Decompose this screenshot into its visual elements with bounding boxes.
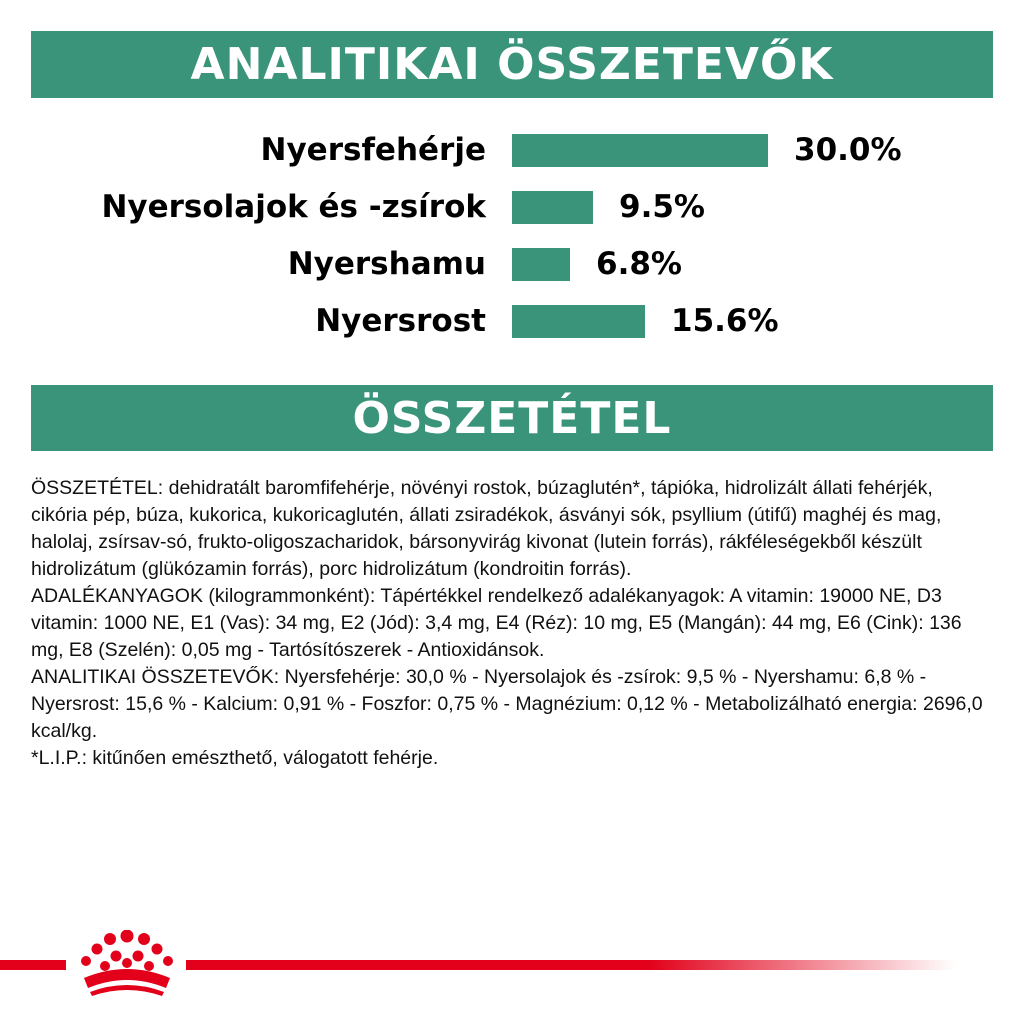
analytical-bar-chart bbox=[0, 120, 1024, 350]
analytical-header-banner bbox=[31, 31, 993, 98]
bar-value-label: 9.5% bbox=[619, 189, 705, 225]
bar-value-label: 15.6% bbox=[671, 303, 779, 339]
chart-row bbox=[0, 187, 1024, 227]
footer-red-line-left bbox=[0, 960, 66, 970]
bar-category-label: Nyersolajok és -zsírok bbox=[101, 189, 486, 225]
composition-text bbox=[31, 475, 991, 772]
bar bbox=[512, 248, 570, 281]
bar-category-label: Nyersrost bbox=[315, 303, 486, 339]
bar-category-label: Nyersfehérje bbox=[260, 132, 486, 168]
bar bbox=[512, 191, 593, 224]
footer-red-line-right bbox=[186, 960, 956, 970]
brand-footer bbox=[0, 930, 1024, 1000]
bar-category-label: Nyershamu bbox=[287, 246, 486, 282]
composition-header-banner bbox=[31, 385, 993, 451]
bar bbox=[512, 305, 645, 338]
composition-title: ÖSSZETÉTEL bbox=[352, 392, 672, 444]
analytical-title: ANALITIKAI ÖSSZETEVŐK bbox=[190, 39, 834, 90]
bar-value-label: 30.0% bbox=[794, 132, 902, 168]
lip-footnote: *L.I.P.: kitűnően emészthető, válogatott fehérje. bbox=[31, 747, 439, 769]
chart-row bbox=[0, 301, 1024, 341]
chart-row bbox=[0, 244, 1024, 284]
bar-value-label: 6.8% bbox=[596, 246, 682, 282]
chart-row bbox=[0, 130, 1024, 170]
bar bbox=[512, 134, 768, 167]
additives-paragraph: ADALÉKANYAGOK (kilogrammonként): Tápértékkel rendelkező adalékanyagok: A vitamin: 19000 NE, D3 vitamin: 1000 NE, E1 (Vas): 34 mg, E2 (Jód): 3,4 mg, E4 (Réz): 10 mg, E5 (Mangán): 44 mg, E6 (Cink): 136 mg, E8 (Szelén): 0,05 mg - Tartósítószerek - Antioxidánsok. bbox=[31, 585, 962, 661]
royal-canin-crown-icon bbox=[70, 930, 184, 998]
composition-paragraph: ÖSSZETÉTEL: dehidratált baromfifehérje, növényi rostok, búzaglutén*, tápióka, hidrolizált állati fehérjék, cikória pép, búza, kukorica, kukoricaglutén, állati zsiradékok, ásványi sók, psyllium (útifű) maghéj és mag, halolaj, zsírsav-só, frukto-oligoszacharidok, bársonyvirág kivonat (lutein forrás), rákféleségekből készült hidrolizátum (glükózamin forrás), porc hidrolizátum (kondroitin forrás). bbox=[31, 477, 942, 580]
analytical-paragraph: ANALITIKAI ÖSSZETEVŐK: Nyersfehérje: 30,0 % - Nyersolajok és -zsírok: 9,5 % - Nyershamu: 6,8 % - Nyersrost: 15,6 % - Kalcium: 0,91 % - Foszfor: 0,75 % - Magnézium: 0,12 % - Metabolizálható energia: 2696,0 kcal/kg. bbox=[31, 666, 983, 742]
